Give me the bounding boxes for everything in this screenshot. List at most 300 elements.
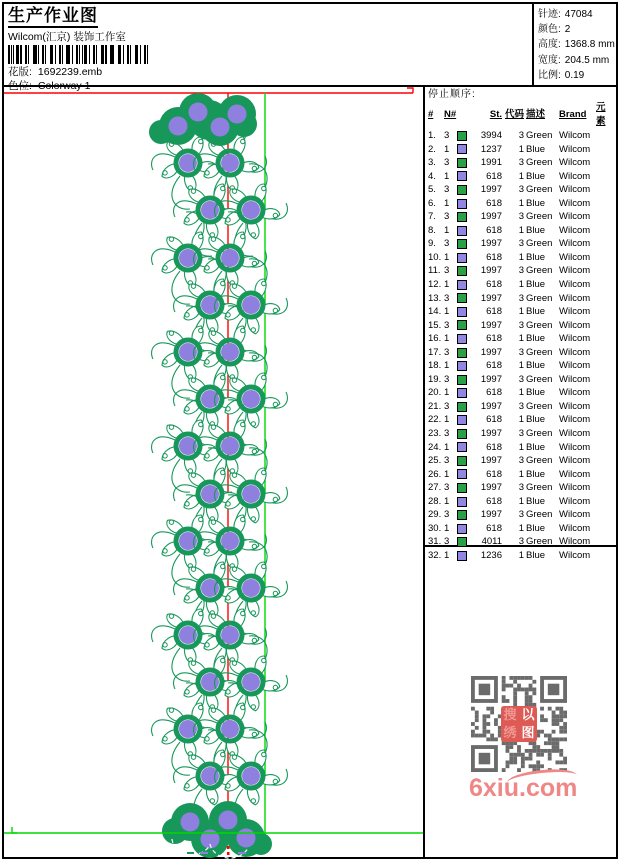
needle-number: 3 [444, 184, 450, 196]
thread-brand: Wilcom [559, 414, 591, 426]
color-swatch [457, 483, 467, 493]
color-description: Green [526, 509, 553, 521]
color-description: Blue [526, 387, 546, 399]
color-description: Blue [526, 468, 546, 480]
stitch-count: 618 [486, 495, 502, 507]
stitch-count: 1997 [480, 482, 502, 494]
color-description: Blue [526, 251, 546, 263]
color-description: Green [526, 211, 553, 223]
color-swatch [457, 320, 467, 330]
color-swatch [457, 388, 467, 398]
stitch-count: 618 [486, 251, 502, 263]
stop-number: 25. [428, 455, 442, 467]
needle-number: 1 [444, 251, 450, 263]
needle-number: 1 [444, 306, 450, 318]
main [4, 87, 616, 857]
qr-area [469, 676, 578, 803]
color-swatch [457, 280, 467, 290]
stop-number: 21. [428, 400, 442, 412]
needle-number: 1 [444, 549, 450, 561]
color-description: Blue [526, 170, 546, 182]
needle-number: 1 [444, 522, 450, 534]
thread-brand: Wilcom [559, 265, 591, 277]
needle-number: 3 [444, 400, 450, 412]
stat-label: 针迹: [538, 9, 561, 20]
colorway-value: Colorway 1 [37, 80, 91, 92]
table-row [428, 441, 615, 455]
table-row [428, 197, 615, 211]
color-swatch [457, 239, 467, 249]
color-swatch [457, 212, 467, 222]
color-swatch [457, 185, 467, 195]
stat-line [538, 7, 616, 22]
stop-number: 20. [428, 387, 442, 399]
needle-number: 3 [444, 536, 450, 548]
needle-number: 1 [444, 224, 450, 236]
color-description: Green [526, 184, 553, 196]
thread-brand: Wilcom [559, 251, 591, 263]
color-code: 3 [518, 536, 524, 548]
stitch-count: 1237 [480, 143, 502, 155]
needle-number: 3 [444, 130, 450, 141]
stat-label: 宽度: [538, 54, 561, 66]
stitch-count: 1997 [480, 292, 502, 304]
color-code: 1 [518, 333, 524, 345]
stitch-count: 1997 [480, 509, 502, 521]
stitch-count: 4011 [481, 536, 502, 548]
stop-number: 22. [428, 414, 442, 426]
color-description: Green [526, 400, 553, 412]
thread-brand: Wilcom [559, 509, 591, 521]
stop-number: 1. [428, 130, 436, 141]
thread-brand: Wilcom [559, 441, 591, 453]
table-row [428, 237, 615, 251]
color-description: Blue [526, 414, 546, 426]
barcode [8, 45, 149, 64]
stitch-count: 1997 [480, 184, 502, 196]
guide-red-end-mark [407, 88, 413, 93]
column-header: N# [444, 109, 457, 120]
color-code: 3 [518, 482, 524, 494]
colorway-label: 色位: [8, 80, 32, 92]
color-code: 1 [518, 468, 524, 480]
needle-number: 1 [444, 170, 450, 182]
color-description: Green [526, 482, 553, 494]
needle-number: 3 [444, 157, 450, 169]
thread-brand: Wilcom [559, 184, 591, 196]
stop-number: 17. [428, 346, 442, 358]
color-description: Blue [526, 360, 546, 372]
color-code: 1 [518, 495, 524, 507]
stat-value: 47084 [564, 9, 593, 20]
stat-line [538, 68, 616, 83]
table-row [428, 373, 615, 387]
table-row [428, 332, 615, 346]
color-description: Green [526, 346, 553, 358]
stamp-character: 绣 [503, 725, 517, 740]
color-swatch [457, 226, 467, 236]
color-code: 1 [518, 224, 524, 236]
color-swatch [457, 497, 467, 507]
color-swatch [457, 429, 467, 439]
thread-brand: Wilcom [559, 211, 591, 223]
needle-number: 1 [444, 360, 450, 372]
table-row [428, 278, 615, 292]
stat-label: 比例: [538, 69, 561, 81]
stitch-count: 1997 [480, 346, 502, 358]
color-swatch [457, 510, 467, 520]
color-code: 1 [518, 279, 524, 291]
stat-value: 2 [564, 24, 571, 36]
stop-number: 18. [428, 360, 442, 372]
stop-number: 31. [428, 536, 442, 548]
color-description: Blue [526, 549, 546, 561]
table-row [428, 251, 615, 265]
stop-number: 5. [428, 184, 436, 196]
color-description: Green [526, 265, 553, 277]
color-code: 3 [518, 292, 524, 304]
color-swatch [457, 158, 467, 168]
color-swatch [457, 334, 467, 344]
color-description: Green [526, 536, 553, 548]
color-description: Green [526, 130, 553, 141]
stop-number: 4. [428, 170, 436, 182]
table-row [428, 535, 615, 549]
stop-number: 24. [428, 441, 442, 453]
stop-number: 19. [428, 373, 442, 385]
table-row [428, 481, 615, 495]
needle-number: 1 [444, 414, 450, 426]
color-swatch [457, 469, 467, 479]
color-code: 1 [518, 549, 524, 561]
table-row [428, 495, 615, 509]
color-swatch [457, 131, 467, 141]
needle-number: 1 [444, 387, 450, 399]
color-code: 3 [518, 400, 524, 412]
color-code: 3 [518, 238, 524, 250]
design-stats [532, 4, 616, 85]
stop-number: 30. [428, 522, 442, 534]
color-description: Green [526, 455, 553, 467]
stop-number: 16. [428, 333, 442, 345]
stop-number: 28. [428, 495, 442, 507]
color-swatch [457, 199, 467, 209]
color-description: Green [526, 292, 553, 304]
stitch-count: 618 [486, 522, 502, 534]
needle-number: 3 [444, 428, 450, 440]
needle-number: 3 [444, 319, 450, 331]
needle-number: 1 [444, 495, 450, 507]
color-code: 3 [518, 346, 524, 358]
color-code: 1 [518, 360, 524, 372]
color-code: 1 [518, 387, 524, 399]
stamp-character: 以 [521, 707, 535, 722]
table-row [428, 413, 615, 427]
color-swatch [457, 551, 467, 561]
stop-number: 3. [428, 157, 436, 169]
thread-brand: Wilcom [559, 482, 591, 494]
stop-number: 11. [428, 265, 441, 277]
color-description: Green [526, 319, 553, 331]
table-row [428, 183, 615, 197]
thread-brand: Wilcom [559, 549, 591, 561]
table-row [428, 346, 615, 360]
table-body [428, 129, 615, 563]
stitch-count: 1997 [480, 400, 502, 412]
needle-number: 3 [444, 346, 450, 358]
color-code: 3 [518, 373, 524, 385]
needle-number: 3 [444, 373, 450, 385]
stitch-count: 618 [486, 197, 502, 209]
color-swatch [457, 266, 467, 276]
stop-sequence-table [425, 87, 616, 561]
stitch-count: 618 [486, 414, 502, 426]
stat-line [538, 22, 616, 37]
stop-number: 2. [428, 143, 436, 155]
needle-number: 3 [444, 455, 450, 467]
color-swatch [457, 348, 467, 358]
thread-brand: Wilcom [559, 279, 591, 291]
color-code: 3 [518, 130, 524, 141]
stop-number: 14. [428, 306, 442, 318]
thread-brand: Wilcom [559, 292, 591, 304]
color-code: 1 [518, 522, 524, 534]
color-code: 1 [518, 441, 524, 453]
thread-brand: Wilcom [559, 319, 591, 331]
stitch-count: 1236 [480, 549, 502, 561]
stamp-character: 搜 [503, 707, 517, 722]
stop-number: 15. [428, 319, 442, 331]
stitch-count: 618 [486, 306, 502, 318]
needle-number: 3 [444, 238, 450, 250]
color-description: Blue [526, 522, 546, 534]
table-row [428, 359, 615, 373]
studio-name: Wilcom(汇京) 装饰工作室 [8, 31, 126, 43]
stop-number: 10. [428, 251, 442, 263]
table-header-row [428, 101, 615, 129]
thread-brand: Wilcom [559, 197, 591, 209]
thread-brand: Wilcom [559, 522, 591, 534]
thread-brand: Wilcom [559, 130, 591, 141]
thread-brand: Wilcom [559, 373, 591, 385]
color-swatch [457, 375, 467, 385]
color-description: Blue [526, 197, 546, 209]
color-description: Blue [526, 279, 546, 291]
color-description: Blue [526, 495, 546, 507]
stitch-count: 618 [486, 441, 502, 453]
stitch-count: 618 [486, 468, 502, 480]
table-row [428, 156, 615, 170]
needle-number: 1 [444, 468, 450, 480]
color-code: 1 [518, 414, 524, 426]
qr-code [471, 676, 567, 772]
color-description: Green [526, 428, 553, 440]
column-header: 代码 [504, 109, 524, 120]
color-swatch [457, 524, 467, 534]
stat-value: 204.5 mm [564, 54, 610, 66]
needle-number: 3 [444, 292, 450, 304]
table-row [428, 427, 615, 441]
color-code: 3 [518, 184, 524, 196]
stitch-count: 1997 [480, 238, 502, 250]
thread-brand: Wilcom [559, 346, 591, 358]
stop-number: 8. [428, 224, 436, 236]
stop-number: 7. [428, 211, 436, 223]
color-code: 1 [518, 306, 524, 318]
stat-value: 1368.8 mm [564, 39, 615, 51]
design-file-value: 1692239.emb [37, 66, 103, 78]
stitch-count: 618 [486, 279, 502, 291]
column-header: St. [489, 109, 502, 120]
color-code: 3 [518, 509, 524, 521]
table-row [428, 305, 615, 319]
table-row [428, 319, 615, 333]
stat-line [538, 53, 616, 68]
thread-brand: Wilcom [559, 170, 591, 182]
color-description: Blue [526, 224, 546, 236]
table-row [428, 454, 615, 468]
color-code: 1 [518, 197, 524, 209]
color-swatch [457, 402, 467, 412]
design-file-line [8, 67, 528, 78]
color-description: Green [526, 157, 553, 169]
table-row [428, 400, 615, 414]
color-swatch [457, 253, 467, 263]
watermark-label: 6xiu.com [469, 774, 578, 802]
thread-brand: Wilcom [559, 224, 591, 236]
table-row [428, 143, 615, 157]
color-description: Green [526, 373, 553, 385]
thread-brand: Wilcom [559, 306, 591, 318]
thread-brand: Wilcom [559, 428, 591, 440]
thread-brand: Wilcom [559, 455, 591, 467]
stop-sequence-title: 停止顺序: [428, 89, 476, 100]
table-row [428, 468, 615, 482]
stop-number: 13. [428, 292, 442, 304]
stitch-count: 1997 [480, 428, 502, 440]
stamp-character: 图 [521, 725, 535, 740]
color-description: Blue [526, 333, 546, 345]
needle-number: 3 [444, 509, 450, 521]
header [4, 4, 616, 92]
stop-number: 32. [428, 549, 442, 561]
production-worksheet [2, 2, 618, 859]
thread-brand: Wilcom [559, 536, 591, 548]
needle-number: 1 [444, 143, 450, 155]
color-code: 3 [518, 265, 524, 277]
stat-label: 高度: [538, 39, 561, 51]
stat-value: 0.19 [564, 69, 585, 81]
color-description: Blue [526, 143, 546, 155]
stitch-count: 618 [486, 333, 502, 345]
column-header: # [428, 109, 434, 120]
stitch-count: 1997 [480, 373, 502, 385]
table-row [428, 224, 615, 238]
stop-number: 29. [428, 509, 442, 521]
color-description: Blue [526, 306, 546, 318]
column-header: 描述 [526, 109, 546, 120]
header-left [8, 6, 528, 92]
needle-number: 1 [444, 441, 450, 453]
stitch-count: 1991 [480, 157, 502, 169]
stitch-count: 618 [486, 170, 502, 182]
color-code: 3 [518, 455, 524, 467]
right-column [423, 87, 616, 857]
color-code: 1 [518, 143, 524, 155]
watermark-text [469, 774, 578, 803]
thread-brand: Wilcom [559, 400, 591, 412]
color-code: 1 [518, 170, 524, 182]
stop-number: 23. [428, 428, 442, 440]
table-row [428, 508, 615, 522]
stop-number: 6. [428, 197, 436, 209]
color-swatch [457, 537, 467, 547]
stitch-count: 618 [486, 360, 502, 372]
color-swatch [457, 456, 467, 466]
needle-number: 1 [444, 197, 450, 209]
stitch-count: 618 [486, 387, 502, 399]
thread-brand: Wilcom [559, 387, 591, 399]
stitch-count: 1997 [480, 265, 502, 277]
table-row [428, 170, 615, 184]
needle-number: 3 [444, 265, 450, 277]
thread-brand: Wilcom [559, 468, 591, 480]
design-file-label: 花版: [8, 66, 32, 78]
design-preview [4, 87, 423, 857]
column-header: Brand [559, 109, 587, 120]
table-row [428, 386, 615, 400]
qr-center-stamp [501, 706, 537, 742]
thread-brand: Wilcom [559, 157, 591, 169]
table-row [428, 129, 615, 143]
color-code: 3 [518, 319, 524, 331]
stop-number: 27. [428, 482, 442, 494]
stop-number: 26. [428, 468, 442, 480]
needle-number: 1 [444, 279, 450, 291]
table-row [428, 292, 615, 306]
stat-line [538, 37, 616, 52]
table-row [428, 264, 615, 278]
stitch-count: 1997 [480, 319, 502, 331]
table-row [428, 522, 615, 536]
stop-number: 12. [428, 279, 442, 291]
color-swatch [457, 171, 467, 181]
needle-number: 1 [444, 333, 450, 345]
page-title: 生产作业图 [8, 6, 98, 28]
color-swatch [457, 307, 467, 317]
color-swatch [457, 415, 467, 425]
guide-green-end-mark [12, 827, 17, 833]
color-description: Green [526, 238, 553, 250]
stitch-count: 618 [486, 224, 502, 236]
thread-brand: Wilcom [559, 333, 591, 345]
column-header: 元素 [596, 102, 606, 127]
embroidery-design [4, 87, 423, 857]
color-code: 3 [518, 428, 524, 440]
stat-label: 颜色: [538, 24, 561, 36]
stitch-count: 3994 [480, 130, 502, 141]
color-swatch [457, 144, 467, 154]
color-code: 3 [518, 157, 524, 169]
color-swatch [457, 442, 467, 452]
stitch-count: 1997 [480, 455, 502, 467]
needle-number: 3 [444, 482, 450, 494]
needle-number: 3 [444, 211, 450, 223]
table-row [428, 549, 615, 563]
color-swatch [457, 361, 467, 371]
thread-brand: Wilcom [559, 495, 591, 507]
stop-number: 9. [428, 238, 436, 250]
